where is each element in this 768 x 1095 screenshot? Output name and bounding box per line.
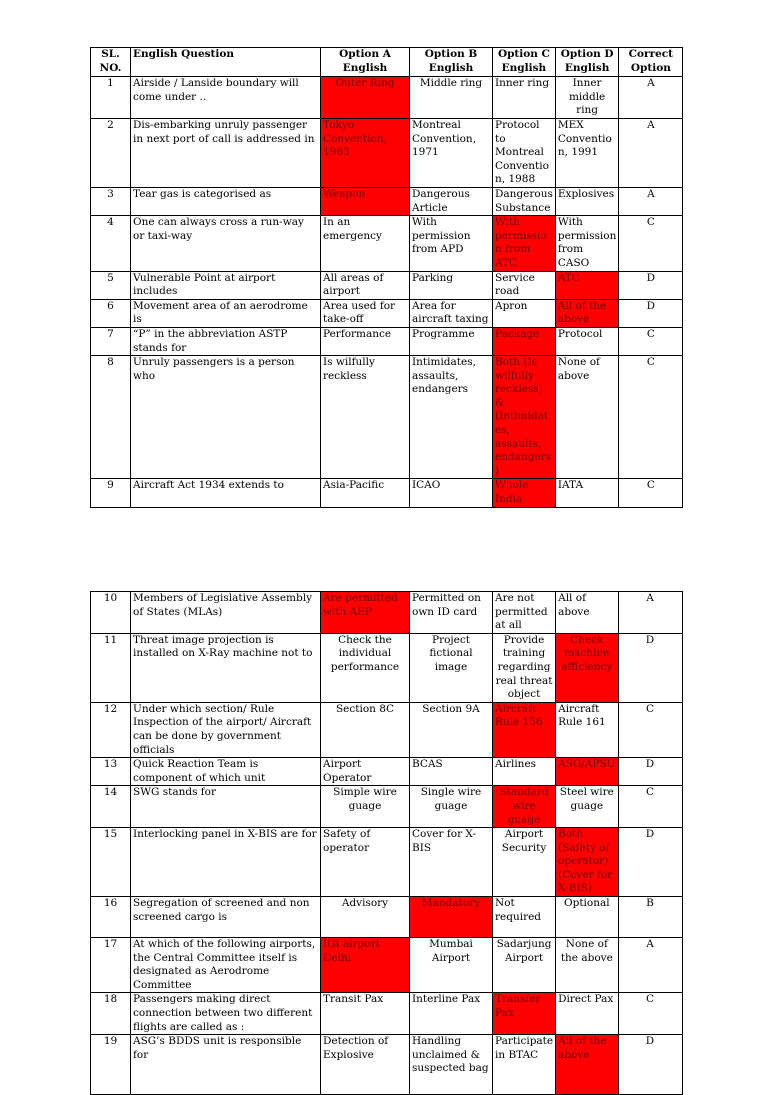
correct-option-cell: C: [619, 216, 683, 271]
option-a-cell: Weapon: [321, 187, 410, 215]
option-c-cell: Not required: [493, 897, 556, 938]
option-b-cell: Handling unclaimed & suspected bag: [410, 1035, 493, 1095]
header-correct: Correct Option: [619, 48, 683, 77]
option-a-cell: IGI airport Delhi: [321, 938, 410, 993]
option-d-cell: Both (Safety of operator) (Cover for X-BIS): [556, 828, 618, 897]
option-d-cell: Check machine efficiency: [556, 633, 618, 702]
question-cell: Airside / Lanside boundary will come under ..: [131, 77, 321, 119]
option-a-cell: Asia-Pacific: [321, 479, 410, 507]
header-sl: SL. NO.: [91, 48, 131, 77]
option-a-cell: Outer Ring: [321, 77, 410, 119]
question-table-1: [90, 47, 683, 508]
option-b-cell: Mumbai Airport: [410, 938, 493, 993]
option-b-cell: Mandatory: [410, 897, 493, 938]
table-row: [91, 77, 683, 119]
table-row: [91, 1035, 683, 1095]
correct-option-cell: D: [618, 758, 682, 786]
header-question: English Question: [131, 48, 321, 77]
correct-option-cell: C: [618, 702, 682, 757]
question-cell: Movement area of an aerodrome is: [131, 299, 321, 327]
option-c-cell: Aircraft Rule 156: [493, 702, 556, 757]
sl-cell: 14: [91, 786, 131, 828]
correct-option-cell: D: [618, 1035, 682, 1095]
correct-option-cell: D: [619, 271, 683, 299]
option-d-cell: Direct Pax: [556, 993, 618, 1035]
option-c-cell: Participate in BTAC: [493, 1035, 556, 1095]
header-option-a: Option A English: [321, 48, 410, 77]
sl-cell: 2: [91, 119, 131, 188]
option-d-cell: IATA: [555, 479, 618, 507]
option-c-cell: Standard wire guage: [493, 786, 556, 828]
table-row: [91, 993, 683, 1035]
option-b-cell: Dangerous Article: [410, 187, 493, 215]
option-d-cell: ATC: [555, 271, 618, 299]
sl-cell: 17: [91, 938, 131, 993]
table-row: [91, 828, 683, 897]
option-a-cell: Check the individual performance: [321, 633, 410, 702]
option-b-cell: Area for aircraft taxing: [410, 299, 493, 327]
sl-cell: 4: [91, 216, 131, 271]
option-c-cell: Both (Is wilfully reckless) & (Intimidat es, assaults, endangers ): [493, 356, 556, 479]
table-row: [91, 271, 683, 299]
option-b-cell: Section 9A: [410, 702, 493, 757]
option-a-cell: In an emergency: [321, 216, 410, 271]
option-a-cell: Simple wire guage: [321, 786, 410, 828]
option-d-cell: All of the above: [555, 299, 618, 327]
question-cell: Quick Reaction Team is component of which unit: [131, 758, 321, 786]
option-a-cell: Is wilfully reckless: [321, 356, 410, 479]
option-b-cell: Programme: [410, 327, 493, 355]
option-d-cell: None of above: [555, 356, 618, 479]
option-a-cell: Airport Operator: [321, 758, 410, 786]
option-c-cell: Provide training regarding real threat object: [493, 633, 556, 702]
option-b-cell: Project fictional image: [410, 633, 493, 702]
question-cell: Aircraft Act 1934 extends to: [131, 479, 321, 507]
option-c-cell: Apron: [493, 299, 556, 327]
sl-cell: 9: [91, 479, 131, 507]
question-cell: At which of the following airports, the Central Committee itself is designated as Aerodrome Committee: [131, 938, 321, 993]
option-a-cell: Detection of Explosive: [321, 1035, 410, 1095]
correct-option-cell: A: [618, 592, 682, 634]
sl-cell: 6: [91, 299, 131, 327]
question-cell: Unruly passengers is a person who: [131, 356, 321, 479]
option-b-cell: Permitted on own ID card: [410, 592, 493, 634]
option-d-cell: Inner middle ring: [555, 77, 618, 119]
table-row: [91, 786, 683, 828]
option-d-cell: None of the above: [556, 938, 618, 993]
option-d-cell: Steel wire guage: [556, 786, 618, 828]
option-a-cell: Performance: [321, 327, 410, 355]
table-row: [91, 702, 683, 757]
option-a-cell: Advisory: [321, 897, 410, 938]
table-row: [91, 758, 683, 786]
sl-cell: 11: [91, 633, 131, 702]
correct-option-cell: B: [618, 897, 682, 938]
question-cell: One can always cross a run-way or taxi-way: [131, 216, 321, 271]
option-b-cell: Single wire guage: [410, 786, 493, 828]
option-c-cell: Sadarjung Airport: [493, 938, 556, 993]
table-row: [91, 356, 683, 479]
option-a-cell: Safety of operator: [321, 828, 410, 897]
option-d-cell: Optional: [556, 897, 618, 938]
option-b-cell: Cover for X-BIS: [410, 828, 493, 897]
table-row: [91, 216, 683, 271]
question-cell: ASG’s BDDS unit is responsible for: [131, 1035, 321, 1095]
option-c-cell: Package: [493, 327, 556, 355]
question-cell: Threat image projection is installed on X-Ray machine not to: [131, 633, 321, 702]
option-a-cell: Transit Pax: [321, 993, 410, 1035]
option-d-cell: With permission from CASO: [555, 216, 618, 271]
sl-cell: 18: [91, 993, 131, 1035]
sl-cell: 1: [91, 77, 131, 119]
sl-cell: 3: [91, 187, 131, 215]
question-cell: Interlocking panel in X-BIS are for: [131, 828, 321, 897]
correct-option-cell: C: [618, 786, 682, 828]
table-row: [91, 187, 683, 215]
sl-cell: 5: [91, 271, 131, 299]
header-option-d: Option D English: [555, 48, 618, 77]
table-row: [91, 299, 683, 327]
sl-cell: 7: [91, 327, 131, 355]
table-row: [91, 119, 683, 188]
option-b-cell: Parking: [410, 271, 493, 299]
question-cell: Passengers making direct connection between two different flights are called as :: [131, 993, 321, 1035]
question-cell: Members of Legislative Assembly of States (MLAs): [131, 592, 321, 634]
option-c-cell: Whole India: [493, 479, 556, 507]
option-c-cell: Airlines: [493, 758, 556, 786]
table-row: [91, 897, 683, 938]
option-c-cell: Service road: [493, 271, 556, 299]
option-a-cell: Area used for take-off: [321, 299, 410, 327]
table-row: [91, 633, 683, 702]
sl-cell: 8: [91, 356, 131, 479]
question-cell: “P” in the abbreviation ASTP stands for: [131, 327, 321, 355]
option-b-cell: BCAS: [410, 758, 493, 786]
table-row: [91, 592, 683, 634]
correct-option-cell: A: [619, 77, 683, 119]
option-c-cell: Transfer Pax: [493, 993, 556, 1035]
sl-cell: 10: [91, 592, 131, 634]
option-a-cell: Are permitted with AEP: [321, 592, 410, 634]
correct-option-cell: C: [619, 356, 683, 479]
question-cell: Segregation of screened and non screened cargo is: [131, 897, 321, 938]
question-cell: SWG stands for: [131, 786, 321, 828]
option-d-cell: ASG/APSU: [556, 758, 618, 786]
option-a-cell: All areas of airport: [321, 271, 410, 299]
option-a-cell: Tokyo Convention, 1963: [321, 119, 410, 188]
sl-cell: 13: [91, 758, 131, 786]
question-cell: Tear gas is categorised as: [131, 187, 321, 215]
option-b-cell: With permission from APD: [410, 216, 493, 271]
option-b-cell: Interline Pax: [410, 993, 493, 1035]
correct-option-cell: A: [619, 187, 683, 215]
sl-cell: 12: [91, 702, 131, 757]
option-c-cell: Protocol to Montreal Conventio n, 1988: [493, 119, 556, 188]
table-row: [91, 938, 683, 993]
option-b-cell: Intimidates, assaults, endangers: [410, 356, 493, 479]
sl-cell: 16: [91, 897, 131, 938]
correct-option-cell: C: [618, 993, 682, 1035]
sl-cell: 15: [91, 828, 131, 897]
option-d-cell: All of the above: [556, 1035, 618, 1095]
option-d-cell: Protocol: [555, 327, 618, 355]
question-cell: Dis-embarking unruly passenger in next port of call is addressed in: [131, 119, 321, 188]
option-c-cell: Inner ring: [493, 77, 556, 119]
option-c-cell: With permissio n from ATC: [493, 216, 556, 271]
correct-option-cell: C: [619, 327, 683, 355]
option-d-cell: MEX Conventio n, 1991: [555, 119, 618, 188]
option-b-cell: Montreal Convention, 1971: [410, 119, 493, 188]
header-option-b: Option B English: [410, 48, 493, 77]
option-d-cell: All of above: [556, 592, 618, 634]
option-b-cell: Middle ring: [410, 77, 493, 119]
option-c-cell: Dangerous Substance: [493, 187, 556, 215]
table-row: [91, 327, 683, 355]
option-c-cell: Airport Security: [493, 828, 556, 897]
option-a-cell: Section 8C: [321, 702, 410, 757]
correct-option-cell: A: [619, 119, 683, 188]
option-d-cell: Aircraft Rule 161: [556, 702, 618, 757]
header-option-c: Option C English: [493, 48, 556, 77]
question-table-2: [90, 591, 683, 1095]
correct-option-cell: D: [618, 828, 682, 897]
option-b-cell: ICAO: [410, 479, 493, 507]
question-cell: Under which section/ Rule Inspection of the airport/ Aircraft can be done by government officials: [131, 702, 321, 757]
table-row: [91, 479, 683, 507]
table-header-row: [91, 48, 683, 77]
correct-option-cell: C: [619, 479, 683, 507]
option-d-cell: Explosives: [555, 187, 618, 215]
sl-cell: 19: [91, 1035, 131, 1095]
question-cell: Vulnerable Point at airport includes: [131, 271, 321, 299]
correct-option-cell: D: [619, 299, 683, 327]
correct-option-cell: A: [618, 938, 682, 993]
option-c-cell: Are not permitted at all: [493, 592, 556, 634]
correct-option-cell: D: [618, 633, 682, 702]
